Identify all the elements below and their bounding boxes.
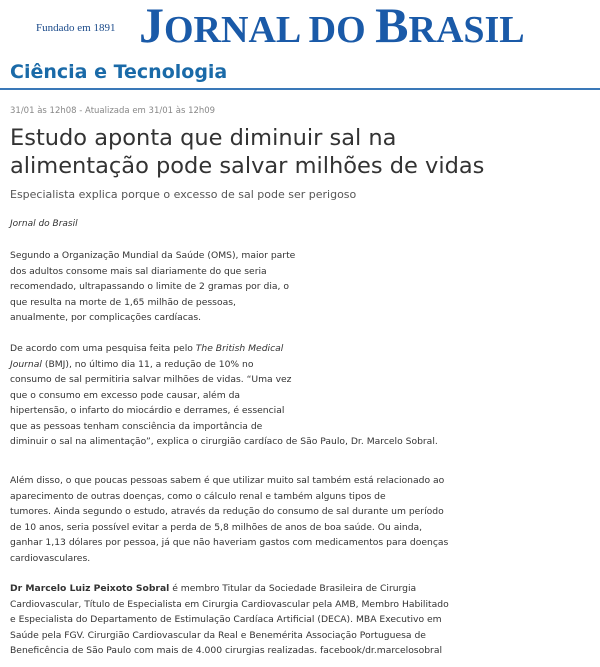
paragraph-line [10, 357, 438, 373]
paragraph-line: Beneficência de São Paulo com mais de 4.000 cirurgias realizadas. facebook/dr.marcelosobral [10, 645, 443, 656]
article-paragraph-1 [10, 248, 295, 326]
section-title-link[interactable]: Ciência e Tecnologia [10, 61, 228, 83]
founded-tagline: Fundado em 1891 [36, 22, 116, 34]
paragraph-line: recomendado, ultrapassando o limite de 2 gramas por dia, o [10, 281, 289, 292]
paragraph-line: de 10 anos, seria possível evitar a perda de 5,8 milhões de anos de boa saúde. Ou ainda, [10, 521, 423, 533]
headline-line-1: Estudo aponta que diminuir sal na [10, 125, 397, 151]
paragraph-line: diminuir o sal na alimentação”, explica o cirurgião cardíaco de São Paulo, Dr. Marcelo Sobral. [10, 436, 438, 447]
journal-name-italic: Journal [10, 358, 42, 370]
paragraph-line: que as pessoas tenham consciência da importância de [10, 420, 263, 432]
paragraph-line: aparecimento de outras doenças, como o cálculo renal e também alguns tipos de [10, 490, 386, 502]
paragraph-line [10, 581, 449, 597]
paragraph-line: anualmente, por complicações cardíacas. [10, 312, 202, 323]
paragraph-line: Além disso, o que poucas pessoas sabem é que utilizar muito sal também está relacionado ao [10, 475, 445, 486]
logo-text-rasil: RASIL [408, 9, 525, 51]
article-paragraph-3 [10, 473, 448, 566]
text-run: (BMJ), no último dia 11, a redução de 10% no [41, 358, 254, 370]
paragraph-line: hipertensão, o infarto do miocárdio e derrames, é essencial [10, 405, 285, 416]
section-divider [0, 88, 600, 90]
paragraph-line: e Especialista do Departamento de Estimulação Cardíaca Artificial (DECA). MBA Executivo em [10, 614, 442, 625]
article-byline: Jornal do Brasil [10, 219, 78, 229]
paragraph-line: cardiovasculares. [10, 552, 91, 564]
paragraph-line: ganhar 1,13 dólares por pessoa, já que não haveriam gastos com medicamentos para doenças [10, 537, 449, 548]
article-timestamp: 31/01 às 12h08 - Atualizada em 31/01 às 12h09 [10, 106, 216, 116]
article-paragraph-4-author-bio [10, 581, 449, 659]
logo-letter-j: J [139, 0, 164, 53]
journal-name-italic: The British Medical [195, 343, 284, 354]
paragraph-line: Cardiovascular, Título de Especialista em Cirurgia Cardiovascular pela AMB, Membro Habilitado [10, 598, 449, 610]
paragraph-line: que o consumo em excesso pode causar, além da [10, 389, 241, 401]
masthead [0, 0, 600, 56]
paragraph-line: dos adultos consome mais sal diariamente do que seria [10, 265, 267, 277]
logo-text-ornal-do: ORNAL DO [164, 9, 376, 51]
paragraph-line: consumo de sal permitiria salvar milhões de vidas. “Uma vez [10, 374, 292, 385]
paragraph-line: Saúde pela FGV. Cirurgião Cardiovascular da Real e Benemérita Associação Portuguesa de [10, 629, 426, 641]
paragraph-line [10, 341, 438, 357]
text-run: De acordo com uma pesquisa feita pelo [10, 343, 196, 354]
paragraph-line: que resulta na morte de 1,65 milhão de pessoas, [10, 296, 236, 308]
paragraph-line: tumores. Ainda segundo o estudo, através da redução do consumo de sal durante um período [10, 506, 444, 517]
logo-letter-b: B [375, 0, 409, 53]
newspaper-logo[interactable] [139, 0, 525, 53]
author-name-bold: Dr Marcelo Luiz Peixoto Sobral [10, 583, 170, 594]
paragraph-line: Segundo a Organização Mundial da Saúde (OMS), maior parte [10, 250, 296, 261]
article-headline [10, 124, 595, 180]
headline-line-2: alimentação pode salvar milhões de vidas [10, 153, 485, 179]
article-subtitle: Especialista explica porque o excesso de sal pode ser perigoso [10, 188, 357, 201]
article-paragraph-2 [10, 341, 438, 450]
text-run: é membro Titular da Sociedade Brasileira de Cirurgia [169, 583, 417, 594]
